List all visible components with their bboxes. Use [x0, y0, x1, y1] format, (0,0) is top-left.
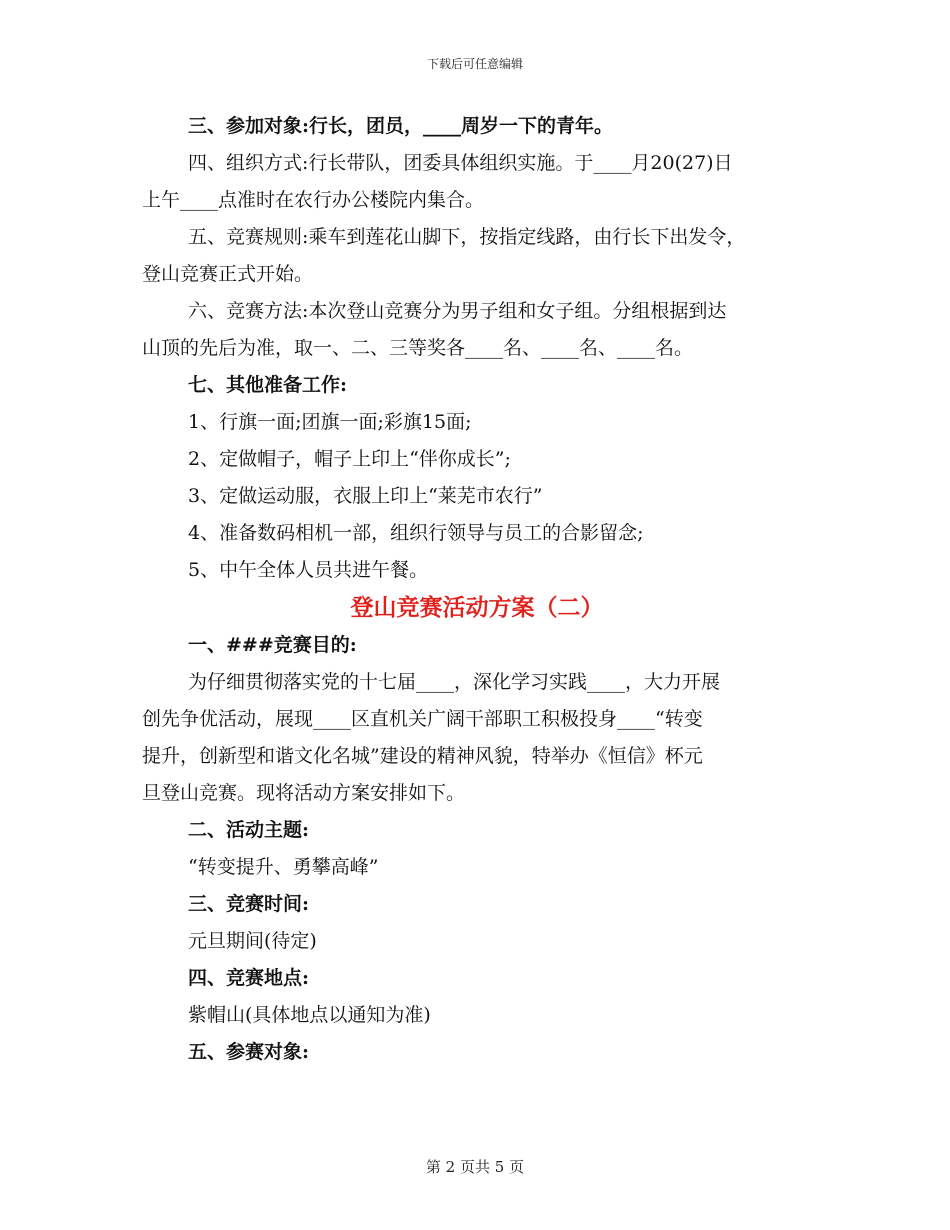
- prep-item-1: 1、行旗一面;团旗一面;彩旗15面;: [188, 411, 472, 433]
- section-rules-cont: 登山竞赛正式开始。: [142, 263, 314, 285]
- document-title: 登山竞赛活动方案（二）: [350, 594, 604, 621]
- location-text: 紫帽山(具体地点以通知为准): [188, 1004, 431, 1026]
- prep-item-5: 5、中午全体人员共进午餐。: [188, 559, 429, 581]
- section-method-cont: 山顶的先后为准，取一、二、三等奖各____名、____名、____名。: [142, 337, 694, 359]
- prep-item-2: 2、定做帽子，帽子上印上“伴你成长”;: [188, 448, 511, 470]
- page-footer: 第 2 页共 5 页: [425, 1158, 525, 1176]
- section-purpose: 一、###竞赛目的:: [188, 634, 357, 656]
- purpose-para-3: 提升，创新型和谐文化名城”建设的精神风貌，特举办《恒信》杯元: [142, 745, 703, 767]
- section-entrants: 五、参赛对象:: [188, 1041, 310, 1063]
- section-preparation: 七、其他准备工作:: [188, 374, 348, 396]
- prep-item-4: 4、准备数码相机一部，组织行领导与员工的合影留念;: [188, 522, 644, 544]
- document-body: [142, 108, 812, 1071]
- section-location: 四、竞赛地点:: [188, 967, 310, 989]
- section-participants: 三、参加对象:行长，团员，____周岁一下的青年。: [188, 115, 614, 137]
- section-organization: 四、组织方式:行长带队，团委具体组织实施。于____月20(27)日: [188, 152, 733, 174]
- section-time: 三、竞赛时间:: [188, 893, 310, 915]
- purpose-para-4: 旦登山竞赛。现将活动方案安排如下。: [142, 782, 466, 804]
- purpose-para-1: 为仔细贯彻落实党的十七届____，深化学习实践____，大力开展: [188, 671, 721, 693]
- purpose-para-2: 创先争优活动，展现____区直机关广阔干部职工积极投身____“转变: [142, 708, 703, 730]
- section-rules: 五、竞赛规则:乘车到莲花山脚下，按指定线路，由行长下出发令，: [188, 226, 746, 248]
- time-text: 元旦期间(待定): [188, 930, 317, 952]
- page-header: 下载后可任意编辑: [426, 57, 523, 71]
- prep-item-3: 3、定做运动服，衣服上印上“莱芜市农行”: [188, 485, 543, 507]
- section-method: 六、竞赛方法:本次登山竞赛分为男子组和女子组。分组根据到达: [188, 300, 727, 322]
- section-theme: 二、活动主题:: [188, 819, 310, 841]
- section-organization-cont: 上午____点准时在农行办公楼院内集合。: [142, 189, 485, 211]
- theme-text: “转变提升、勇攀高峰”: [188, 856, 379, 878]
